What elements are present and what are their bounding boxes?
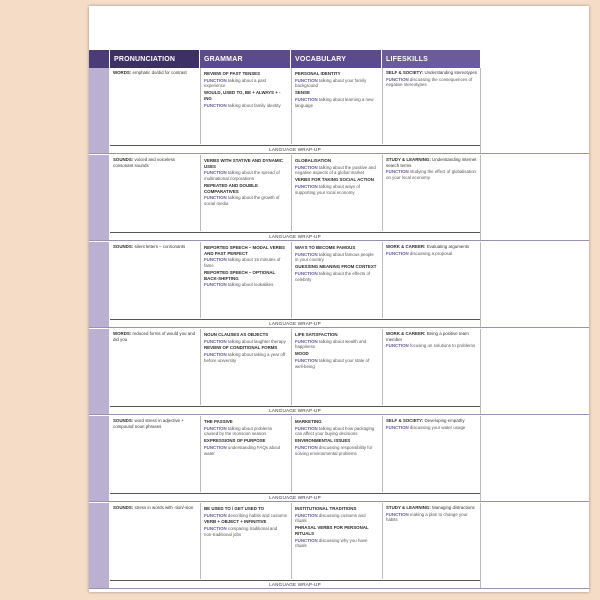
pronunciation-label: SOUNDS: [113, 157, 134, 162]
grammar-function-text: talking about family identity [227, 102, 281, 108]
unit-row [89, 242, 589, 328]
vocabulary-cell [291, 155, 381, 231]
lifeskills-cell [382, 242, 480, 318]
function-label: FUNCTION [295, 338, 318, 344]
grammar-heading: EXPRESSIONS OF PURPOSE [204, 438, 266, 444]
lifeskills-title [386, 331, 477, 342]
vocabulary-function [295, 165, 378, 176]
vocabulary-heading: MARKETING [295, 419, 322, 424]
pronunciation-label: SOUNDS: [113, 418, 134, 423]
row-divider [89, 501, 589, 502]
language-wrap-up: LANGUAGE WRAP-UP [110, 493, 480, 502]
lifeskills-title [386, 157, 477, 168]
lifeskills-text: Managing distractions [432, 505, 475, 510]
function-label: FUNCTION [295, 251, 318, 257]
pronunciation-text: reduced forms of would you and did you [113, 331, 196, 342]
unit-stripe [89, 68, 109, 154]
right-border [480, 329, 481, 415]
language-wrap-up: LANGUAGE WRAP-UP [110, 319, 480, 328]
pronunciation-text: voiced and voiceless consonant sounds [113, 157, 175, 168]
vocabulary-function [295, 97, 378, 108]
right-border [480, 155, 481, 241]
function-label: FUNCTION [295, 183, 318, 189]
lifeskills-function-text: studying the effect of globalisation on your local economy [386, 169, 476, 181]
lifeskills-text: Understanding internet search terms [386, 157, 477, 168]
vocabulary-function-text: talking about famous people in your country [295, 251, 374, 263]
unit-row [89, 68, 589, 154]
function-label: FUNCTION [295, 164, 318, 170]
grammar-function [204, 103, 287, 109]
lifeskills-function-text: discussing a proposal [409, 250, 453, 256]
vocabulary-function-text: talking about the effects of celebrity [295, 270, 371, 282]
grammar-function-text: talking about taking a year off before university [204, 352, 286, 363]
lifeskills-function [386, 169, 477, 180]
pronunciation-text: stress in words with -tion/-sion [134, 505, 194, 510]
header-grammar: GRAMMAR [200, 50, 290, 68]
vocabulary-heading: GLOBALISATION [295, 158, 332, 163]
vocabulary-function-text: talking about wealth and happiness [295, 338, 367, 350]
lifeskills-title [386, 244, 477, 250]
vocabulary-heading: MOOD [295, 351, 309, 357]
unit-row [89, 329, 589, 415]
right-border [480, 503, 481, 589]
grammar-function [204, 257, 287, 268]
function-label: FUNCTION [386, 169, 409, 175]
lifeskills-title [386, 505, 477, 511]
pronunciation-label: SOUNDS: [113, 505, 134, 510]
header-lifeskills: LIFESKILLS [382, 50, 480, 68]
row-divider [89, 327, 589, 328]
vocabulary-heading: PERSONAL IDENTITY [295, 71, 341, 76]
function-label: FUNCTION [204, 526, 227, 532]
function-label: FUNCTION [204, 77, 227, 83]
right-border [480, 416, 481, 502]
function-label: FUNCTION [204, 282, 227, 288]
grammar-function [204, 339, 287, 345]
pronunciation-text: emphatic do/did for contrast [132, 70, 187, 75]
vocabulary-function [295, 252, 378, 263]
function-label: FUNCTION [204, 425, 227, 431]
function-label: FUNCTION [295, 425, 318, 431]
lifeskills-label: STUDY & LEARNING: [386, 157, 431, 162]
grammar-function [204, 445, 287, 456]
vocabulary-cell [291, 242, 381, 318]
pronunciation-text: word stress in adjective + compound noun phrases [113, 418, 184, 429]
row-divider [89, 414, 589, 415]
grammar-function-text: talking about the growth of social media [204, 195, 280, 207]
vocabulary-function [295, 184, 378, 195]
lifeskills-function-text: discussing your water usage [409, 424, 466, 430]
vocabulary-heading: ENVIRONMENTAL ISSUES [295, 438, 351, 444]
vocabulary-cell [291, 68, 381, 144]
pronunciation-cell [110, 242, 199, 318]
vocabulary-function-text: talking about the positive and negative aspects of a global market [295, 164, 376, 176]
unit-row [89, 155, 589, 241]
vocabulary-function [295, 78, 378, 89]
lifeskills-text: Being a positive team member [386, 331, 469, 342]
grammar-function [204, 352, 287, 363]
function-label: FUNCTION [295, 357, 318, 363]
unit-stripe [89, 416, 109, 502]
function-label: FUNCTION [386, 76, 409, 82]
pronunciation-cell [110, 329, 199, 405]
function-label: FUNCTION [204, 102, 227, 108]
lifeskills-label: WORK & CAREER: [386, 244, 426, 249]
pronunciation-cell [110, 416, 199, 492]
pronunciation-label: WORDS: [113, 70, 132, 75]
grammar-function [204, 170, 287, 181]
unit-stripe [89, 242, 109, 328]
unit-stripe [89, 503, 109, 589]
row-divider [89, 588, 589, 589]
lifeskills-cell [382, 68, 480, 144]
lifeskills-cell [382, 416, 480, 492]
pronunciation-cell [110, 503, 199, 579]
language-wrap-up: LANGUAGE WRAP-UP [110, 406, 480, 415]
vocabulary-heading: VERBS FOR TAKING SOCIAL ACTION [295, 177, 374, 183]
lifeskills-label: WORK & CAREER: [386, 331, 426, 336]
grammar-heading: NOUN CLAUSES AS OBJECTS [204, 332, 269, 337]
pronunciation-label: SOUNDS: [113, 244, 134, 249]
grammar-function-text: talking about the spread of multinational corporations [204, 170, 280, 182]
grammar-function-text: talking about problems caused by the monsoon season [204, 425, 273, 437]
grammar-heading: THE PASSIVE [204, 419, 233, 424]
grammar-heading: VERB + OBJECT + INFINITIVE [204, 519, 267, 525]
grammar-function-text: talking about a past experience [204, 77, 267, 89]
row-divider [89, 240, 589, 241]
language-wrap-up: LANGUAGE WRAP-UP [110, 232, 480, 241]
function-label: FUNCTION [204, 352, 227, 358]
lifeskills-function [386, 343, 477, 349]
vocabulary-function-text: talking about learning a new language [295, 96, 374, 108]
vocabulary-function [295, 426, 378, 437]
pronunciation-cell [110, 155, 199, 231]
vocabulary-function-text: discussing customs and rituals [295, 512, 366, 524]
vocabulary-function [295, 445, 378, 456]
vocabulary-heading: LIFE SATISFACTION [295, 332, 338, 337]
vocabulary-function [295, 339, 378, 350]
vocabulary-function-text: talking about how packaging can affect your buying decisions [295, 425, 375, 437]
grammar-function [204, 195, 287, 206]
grammar-heading: VERBS WITH STATIVE AND DYNAMIC USES [204, 158, 283, 169]
language-wrap-up: LANGUAGE WRAP-UP [110, 145, 480, 154]
grammar-heading: REVIEW OF CONDITIONAL FORMS [204, 345, 278, 351]
vocabulary-function-text: talking about your state of well-being [295, 357, 370, 369]
unit-stripe [89, 155, 109, 241]
vocabulary-function-text: discussing why you have rituals [295, 537, 368, 549]
grammar-cell [200, 503, 290, 579]
right-border [480, 68, 481, 154]
grammar-function-text: comparing traditional and non-traditional jobs [204, 526, 278, 537]
grammar-function-text: understanding FAQs about water [204, 444, 281, 456]
lifeskills-function [386, 251, 477, 257]
vocabulary-heading: GUESSING MEANING FROM CONTEXT [295, 264, 377, 270]
grammar-function [204, 526, 287, 537]
function-label: FUNCTION [386, 343, 409, 349]
vocabulary-function [295, 271, 378, 282]
lifeskills-text: Understanding stereotypes [424, 70, 477, 75]
lifeskills-function [386, 425, 477, 431]
function-label: FUNCTION [204, 444, 227, 450]
table-header-row [89, 50, 589, 68]
vocabulary-function-text: talking about your family background [295, 77, 367, 89]
grammar-function [204, 513, 287, 519]
vocabulary-function [295, 358, 378, 369]
function-label: FUNCTION [295, 270, 318, 276]
unit-row [89, 503, 589, 589]
grammar-cell [200, 416, 290, 492]
function-label: FUNCTION [295, 96, 318, 102]
grammar-heading: REPORTED SPEECH – MODAL VERBS AND PAST PERFECT [204, 245, 285, 256]
lifeskills-function-text: focusing on solutions to problems [409, 343, 476, 349]
language-wrap-up: LANGUAGE WRAP-UP [110, 580, 480, 589]
function-label: FUNCTION [204, 195, 227, 201]
grammar-function [204, 78, 287, 89]
vocabulary-cell [291, 416, 381, 492]
lifeskills-function-text: making a plan to change your habits [386, 511, 468, 523]
grammar-function-text: describing habits and customs [227, 512, 287, 518]
grammar-heading: BE USED TO / GET USED TO [204, 506, 265, 511]
function-label: FUNCTION [204, 512, 227, 518]
unit-row [89, 416, 589, 502]
header-vocabulary: VOCABULARY [291, 50, 381, 68]
vocabulary-heading: WAYS TO BECOME FAMOUS [295, 245, 356, 250]
lifeskills-function-text: discussing the consequences of negative stereotypes [386, 76, 473, 88]
vocabulary-heading: PHRASAL VERBS FOR PERSONAL RITUALS [295, 525, 369, 536]
vocabulary-cell [291, 329, 381, 405]
grammar-heading: WOULD, USED TO, BE + ALWAYS + -ING [204, 90, 281, 101]
lifeskills-text: Developing empathy [424, 418, 465, 423]
function-label: FUNCTION [295, 77, 318, 83]
function-label: FUNCTION [295, 537, 318, 543]
grammar-cell [200, 242, 290, 318]
document-page [89, 6, 589, 592]
unit-stripe [89, 329, 109, 415]
grammar-heading: REVIEW OF PAST TENSES [204, 71, 261, 76]
right-border [480, 242, 481, 328]
lifeskills-title [386, 418, 477, 424]
grammar-cell [200, 329, 290, 405]
lifeskills-label: SELF & SOCIETY: [386, 70, 424, 75]
lifeskills-label: SELF & SOCIETY: [386, 418, 424, 423]
grammar-function [204, 426, 287, 437]
lifeskills-label: STUDY & LEARNING: [386, 505, 431, 510]
header-stripe [89, 50, 109, 68]
vocabulary-function-text: discussing responsibility for solving environmental problems [295, 444, 373, 456]
grammar-heading: REPEATED AND DOUBLE COMPARATIVES [204, 182, 258, 194]
grammar-heading: REPORTED SPEECH – OPTIONAL BACK-SHIFTING [204, 269, 276, 281]
grammar-function-text: talking about 15 minutes of fame [204, 257, 281, 269]
vocabulary-function-text: talking about ways of supporting your local economy [295, 183, 360, 195]
grammar-cell [200, 68, 290, 144]
function-label: FUNCTION [386, 250, 409, 256]
lifeskills-title [386, 70, 477, 76]
function-label: FUNCTION [204, 170, 227, 176]
function-label: FUNCTION [295, 444, 318, 450]
vocabulary-function [295, 513, 378, 524]
grammar-function-text: talking about laughter therapy [227, 338, 286, 344]
pronunciation-text: silent letters – consonants [134, 244, 186, 249]
function-label: FUNCTION [295, 512, 318, 518]
function-label: FUNCTION [386, 511, 409, 517]
grammar-cell [200, 155, 290, 231]
function-label: FUNCTION [204, 257, 227, 263]
lifeskills-function [386, 512, 477, 523]
lifeskills-cell [382, 503, 480, 579]
lifeskills-text: Evaluating arguments [426, 244, 470, 249]
lifeskills-function [386, 77, 477, 88]
pronunciation-cell [110, 68, 199, 144]
function-label: FUNCTION [386, 424, 409, 430]
function-label: FUNCTION [204, 338, 227, 344]
pronunciation-label: WORDS: [113, 331, 132, 336]
lifeskills-cell [382, 155, 480, 231]
grammar-function-text: talking about lookalikes [227, 282, 274, 288]
grammar-function [204, 282, 287, 288]
vocabulary-heading: INSTITUTIONAL TRADITIONS [295, 506, 357, 511]
vocabulary-function [295, 538, 378, 549]
vocabulary-cell [291, 503, 381, 579]
lifeskills-cell [382, 329, 480, 405]
vocabulary-heading: SENSE [295, 90, 310, 96]
header-pronunciation: PRONUNCIATION [110, 50, 199, 68]
row-divider [89, 153, 589, 154]
